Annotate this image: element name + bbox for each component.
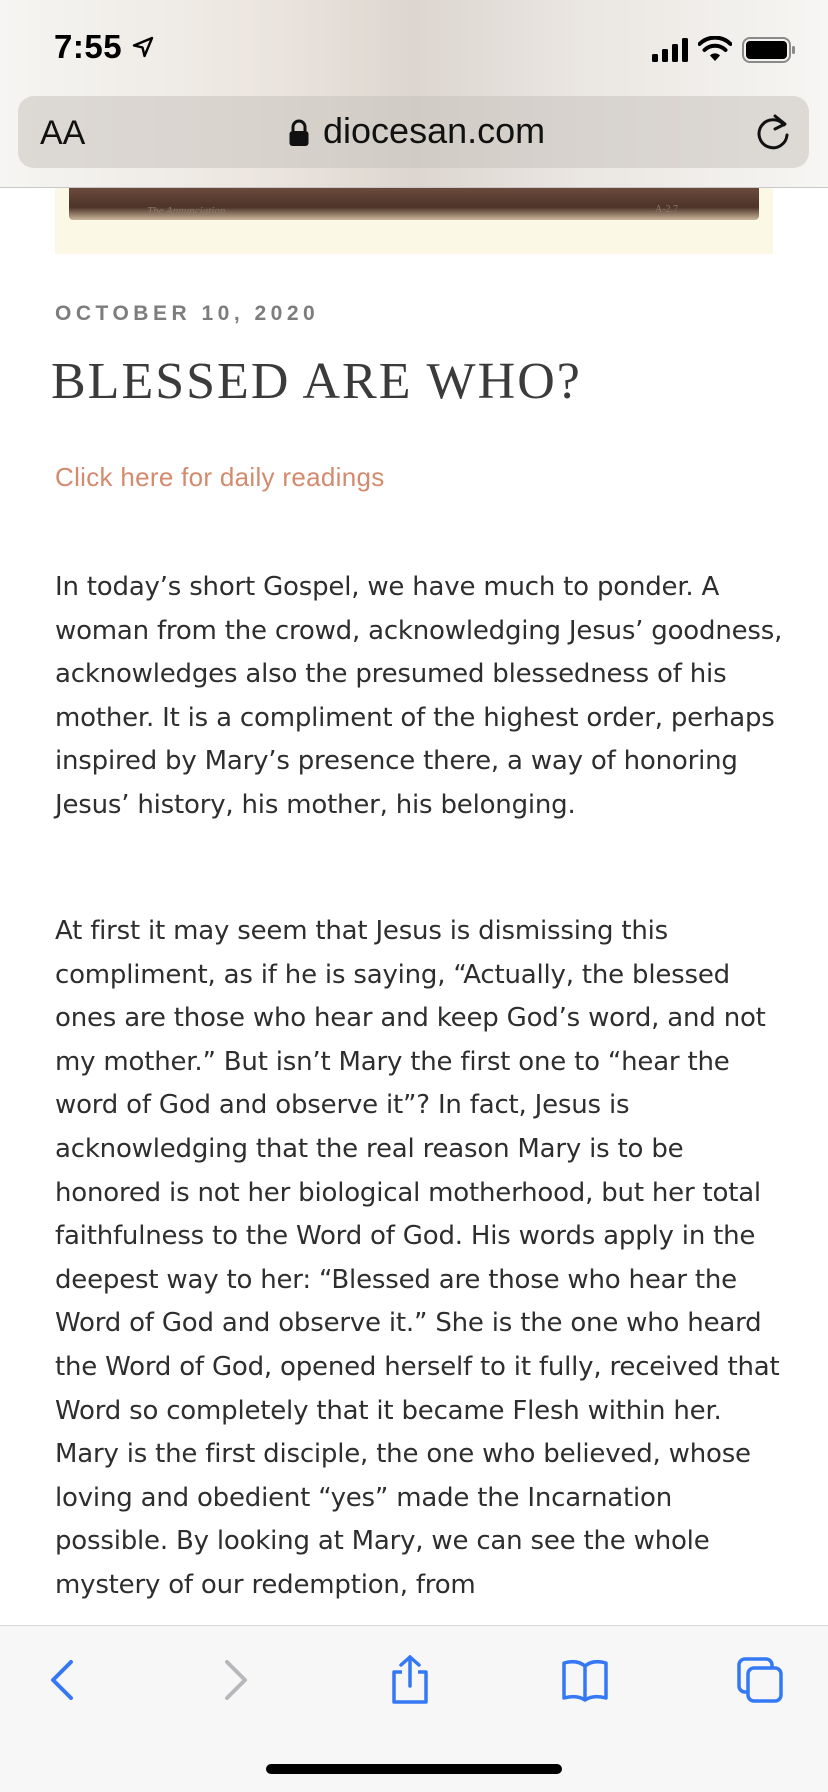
hero-caption: The Annunciation	[147, 205, 226, 217]
forward-button[interactable]	[206, 1650, 266, 1710]
lock-icon	[288, 119, 310, 147]
text-size-button[interactable]	[40, 114, 85, 153]
tabs-button[interactable]	[730, 1650, 790, 1710]
url-text[interactable]: diocesan.com	[323, 110, 546, 151]
post-title: BLESSED ARE WHO?	[51, 353, 582, 410]
bookmarks-button[interactable]	[555, 1650, 615, 1710]
location-arrow-icon	[132, 36, 154, 58]
hero-image	[55, 188, 773, 254]
battery-icon	[742, 37, 796, 63]
hero-plate-number: A-2.7	[655, 204, 679, 215]
article-paragraph: At first it may seem that Jesus is dismissing this compliment, as if he is saying, “Actually, the blessed ones are those who hear and keep God’s word, and not my mother.” But isn’t Mary the first one to “hear the word of God and observe it”? In fact, Jesus is acknowledging that the real reason Mary is to be honored is not her biological motherhood, but her total faithfulness to the Word of God. His words apply in the deepest way to her: “Blessed are those who hear the Word of God and observe it.” She is the one who heard the Word of God, opened herself to it fully, received that Word so completely that it became Flesh within her. Mary is the first disciple, the one who believed, whose loving and obedient “yes” made the Incarnation possible. By looking at Mary, we can see the whole mystery of our redemption, from	[55, 916, 780, 1600]
bookmarks-icon	[561, 1658, 609, 1702]
reload-icon[interactable]	[756, 113, 792, 151]
back-button[interactable]	[32, 1650, 92, 1710]
wifi-icon	[698, 36, 732, 62]
tabs-icon	[736, 1656, 784, 1704]
home-indicator[interactable]	[266, 1764, 562, 1774]
article-paragraph: In today’s short Gospel, we have much to ponder. A woman from the crowd, acknowledging Jesus’ goodness, acknowledges also the presumed blessedness of his mother. It is a compliment of the highest order, perhaps inspired by Mary’s presence there, a way of honoring Jesus’ history, his mother, his belonging.	[55, 572, 783, 820]
status-time: 7:55	[54, 28, 123, 65]
share-icon	[388, 1654, 432, 1706]
daily-readings-link[interactable]: Click here for daily readings	[55, 462, 385, 492]
share-button[interactable]	[380, 1650, 440, 1710]
post-date: OCTOBER 10, 2020	[55, 302, 320, 325]
cellular-signal-icon	[652, 38, 690, 62]
forward-icon	[221, 1658, 251, 1702]
back-icon	[47, 1658, 77, 1702]
text-size-label: AA	[40, 114, 86, 152]
